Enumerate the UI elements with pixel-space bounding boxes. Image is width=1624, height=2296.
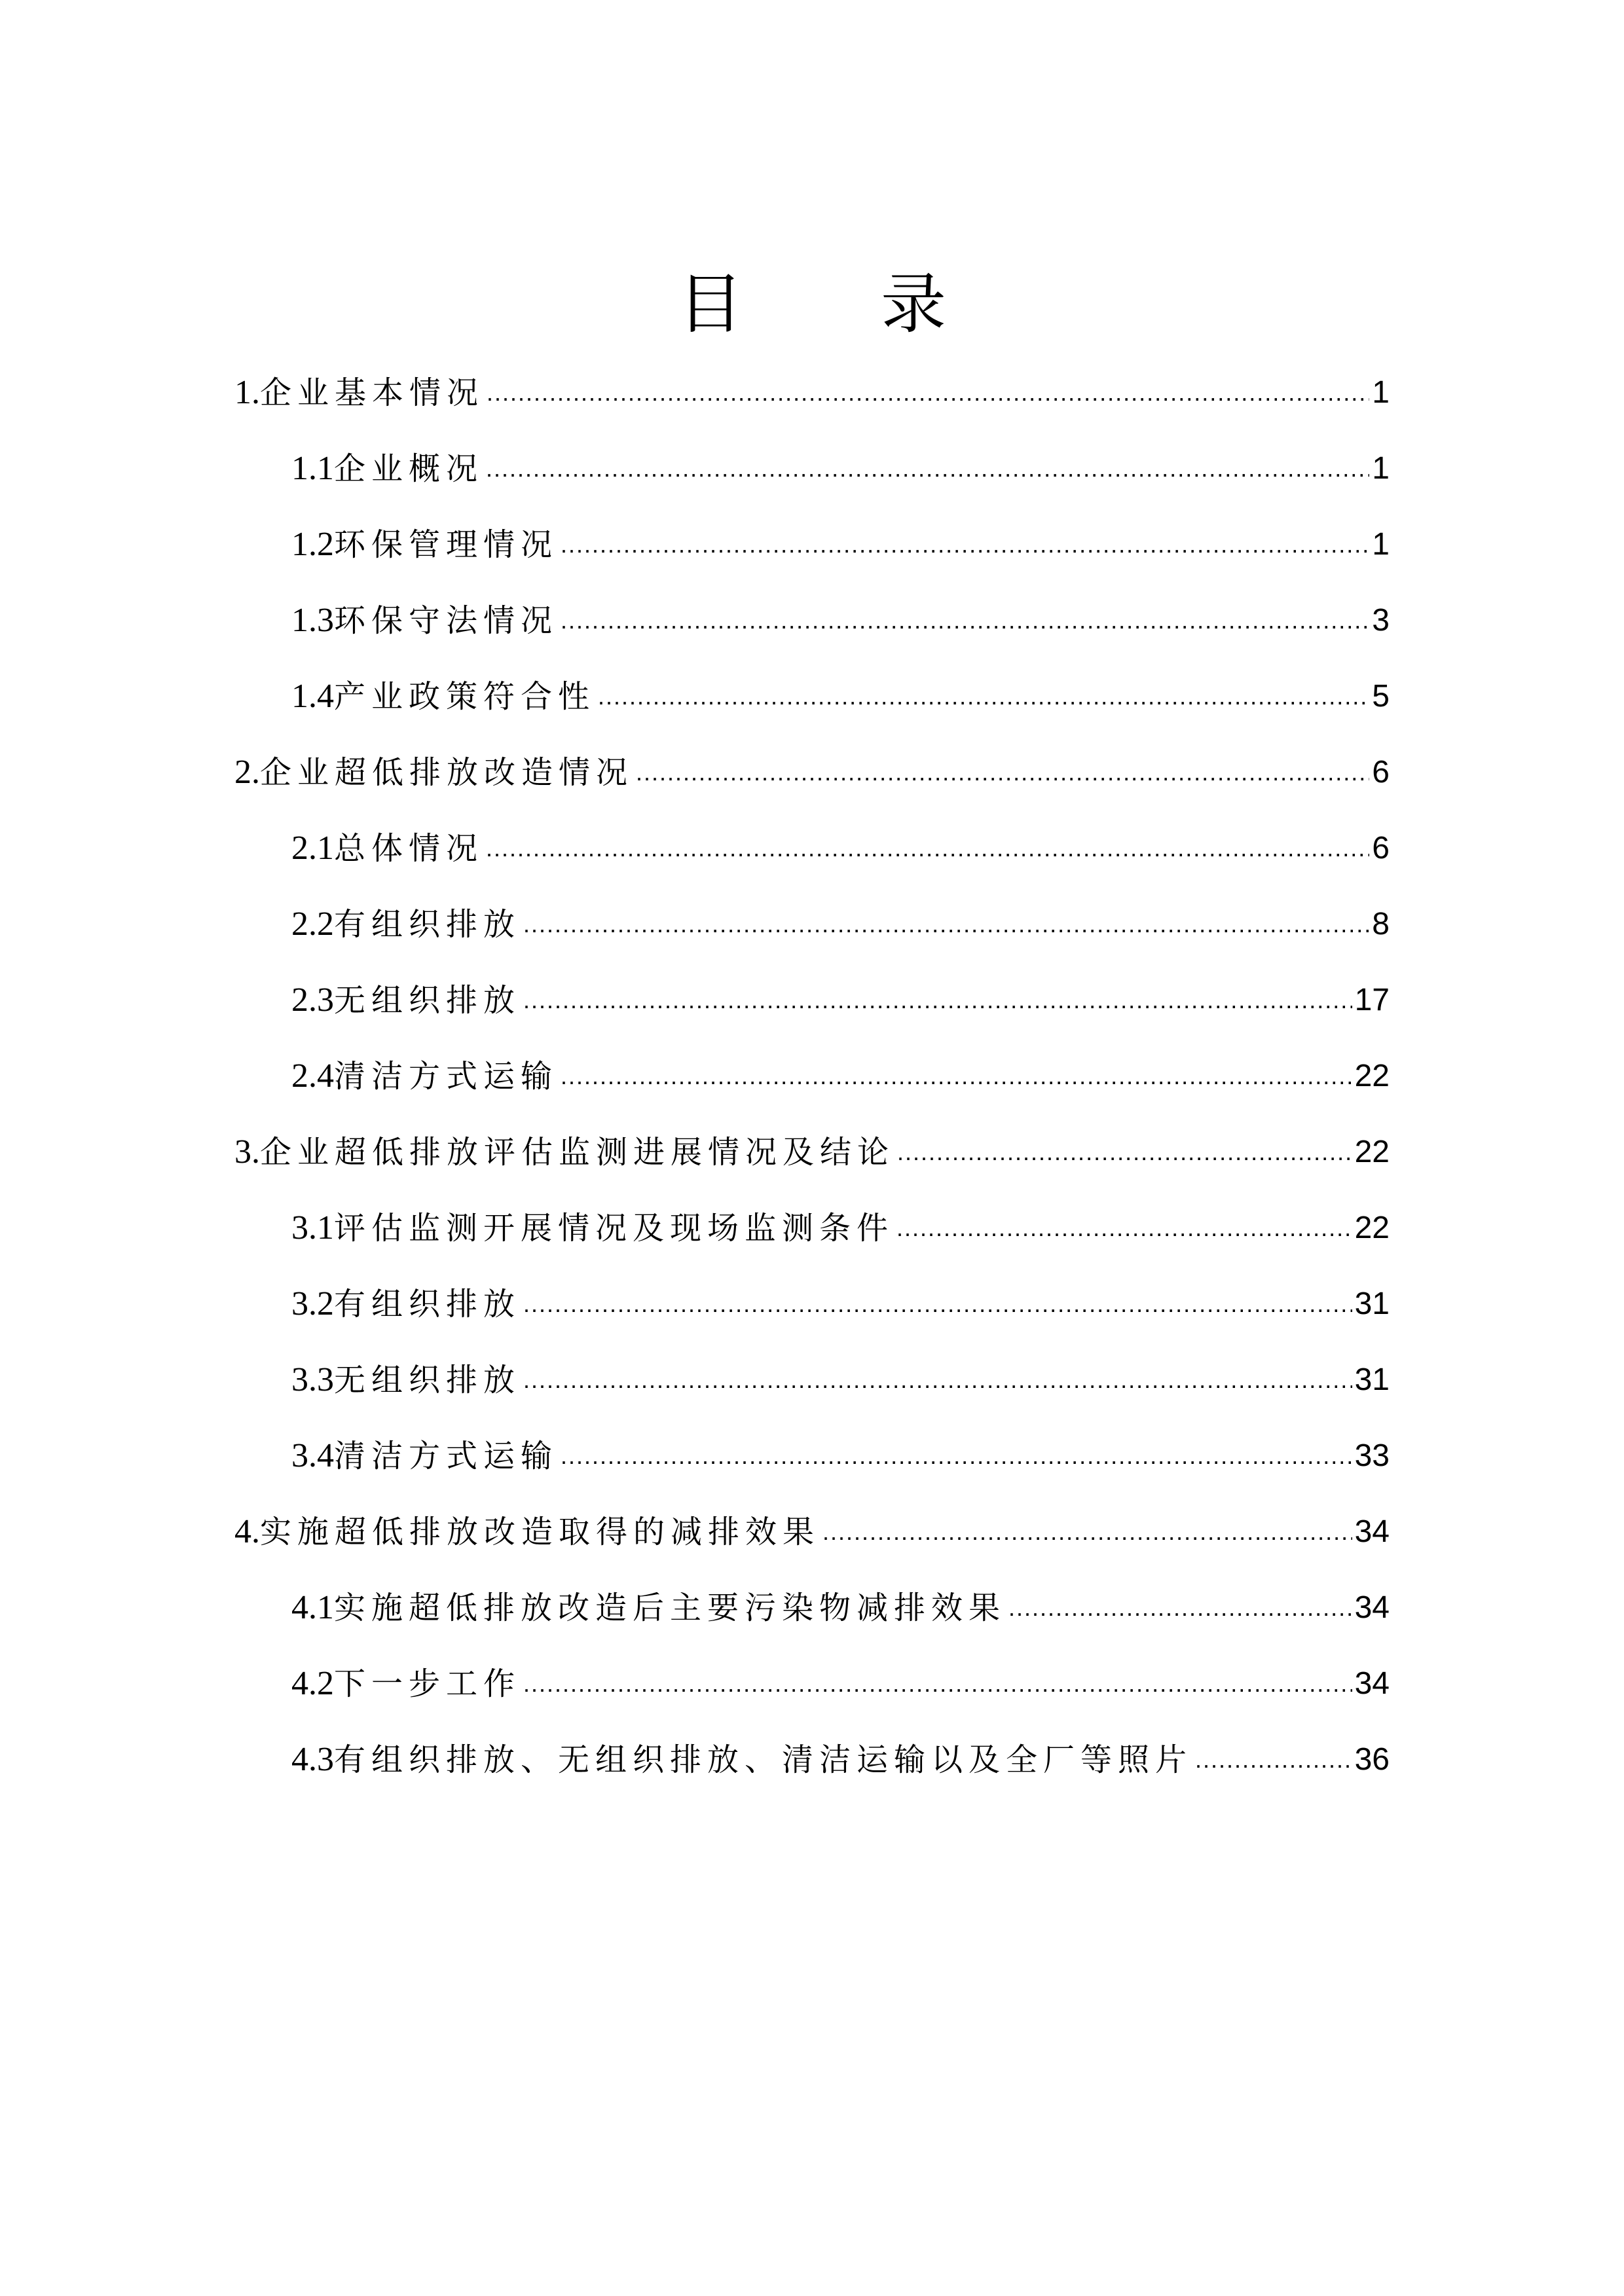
toc-entry-title: 清洁方式运输 — [334, 1438, 559, 1474]
toc-entry-title: 总体情况 — [334, 830, 484, 867]
toc-entry-number: 1.1 — [291, 450, 334, 487]
dot-leader — [561, 519, 1369, 571]
toc-entry-title: 环保守法情况 — [334, 602, 559, 639]
toc-entry-page: 1 — [1372, 375, 1390, 410]
toc-entry-number: 1.4 — [291, 678, 334, 715]
toc-entry-number: 4. — [234, 1513, 260, 1550]
toc-entry-title: 企业基本情况 — [260, 374, 485, 411]
dot-leader — [486, 822, 1369, 875]
toc-entry-title: 产业政策符合性 — [334, 678, 596, 715]
toc-entry-title: 清洁方式运输 — [334, 1058, 559, 1095]
toc-entry-1-3[interactable] — [291, 594, 1390, 647]
toc-entry-title: 无组织排放 — [334, 1362, 521, 1398]
dot-leader — [487, 367, 1369, 419]
toc-entry-page: 17 — [1354, 983, 1390, 1017]
dot-leader — [1195, 1734, 1352, 1786]
toc-entry-1-1[interactable] — [291, 443, 1390, 495]
toc-entry-page: 6 — [1372, 831, 1390, 866]
toc-entry-page: 22 — [1354, 1059, 1390, 1093]
dot-leader — [561, 594, 1369, 647]
dot-leader — [896, 1202, 1352, 1254]
toc-entry-title: 无组织排放 — [334, 982, 521, 1019]
dot-leader — [636, 746, 1369, 799]
toc-entry-number: 2.3 — [291, 981, 334, 1019]
toc-entry-2-2[interactable] — [291, 898, 1390, 951]
toc-entry-page: 3 — [1372, 603, 1390, 638]
toc-entry-title: 有组织排放 — [334, 1286, 521, 1322]
toc-entry-number: 4.2 — [291, 1665, 334, 1702]
toc-entry-4-3[interactable] — [291, 1734, 1390, 1786]
toc-entry-number: 2.4 — [291, 1057, 334, 1095]
dot-leader — [523, 898, 1369, 951]
toc-entry-1-4[interactable] — [291, 670, 1390, 723]
dot-leader — [523, 974, 1352, 1027]
dot-leader — [561, 1050, 1352, 1102]
toc-entry-number: 1. — [234, 374, 260, 411]
toc-entry-3[interactable] — [234, 1126, 1390, 1178]
toc-entry-number: 3.4 — [291, 1437, 334, 1474]
toc-entry-number: 1.2 — [291, 526, 334, 563]
toc-entry-page: 33 — [1354, 1438, 1390, 1473]
page-title: 目录 — [678, 266, 1084, 342]
toc-entry-number: 2.2 — [291, 905, 334, 943]
toc-entry-title: 下一步工作 — [334, 1666, 521, 1702]
toc-entry-2-1[interactable] — [291, 822, 1390, 875]
toc-entry-page: 1 — [1372, 527, 1390, 562]
toc-entry-title: 评估监测开展情况及现场监测条件 — [334, 1210, 895, 1247]
toc-entry-number: 3.2 — [291, 1285, 334, 1322]
toc-entry-1-2[interactable] — [291, 519, 1390, 571]
toc-entry-title: 环保管理情况 — [334, 526, 559, 563]
toc-entry-page: 34 — [1354, 1590, 1390, 1625]
toc-entry-page: 22 — [1354, 1211, 1390, 1245]
toc-entry-4-2[interactable] — [291, 1658, 1390, 1710]
dot-leader — [897, 1126, 1352, 1178]
dot-leader — [822, 1506, 1352, 1558]
toc-entry-number: 2. — [234, 754, 260, 791]
toc-entry-3-1[interactable] — [291, 1202, 1390, 1254]
toc-entry-page: 5 — [1372, 679, 1390, 714]
toc-entry-4-1[interactable] — [291, 1582, 1390, 1634]
dot-leader — [523, 1354, 1352, 1406]
toc-entry-number: 3.3 — [291, 1361, 334, 1398]
toc-entry-2-3[interactable] — [291, 974, 1390, 1027]
toc-entry-page: 6 — [1372, 755, 1390, 790]
toc-entry-3-3[interactable] — [291, 1354, 1390, 1406]
toc-entry-number: 3. — [234, 1133, 260, 1171]
dot-leader — [561, 1430, 1352, 1482]
toc-entry-page: 34 — [1354, 1666, 1390, 1701]
toc-entry-page: 1 — [1372, 451, 1390, 486]
toc-entry-1[interactable] — [234, 367, 1390, 419]
dot-leader — [523, 1278, 1352, 1330]
toc-entry-page: 8 — [1372, 907, 1390, 941]
toc-entry-title: 实施超低排放改造后主要污染物减排效果 — [334, 1590, 1006, 1626]
toc-entry-number: 2.1 — [291, 829, 334, 867]
toc-entry-page: 36 — [1354, 1742, 1390, 1777]
toc-entry-page: 31 — [1354, 1362, 1390, 1397]
toc-entry-title: 企业超低排放评估监测进展情况及结论 — [260, 1134, 895, 1171]
toc-entry-4[interactable] — [234, 1506, 1390, 1558]
toc-entry-title: 实施超低排放改造取得的减排效果 — [260, 1514, 821, 1550]
toc-entry-title: 有组织排放 — [334, 906, 521, 943]
dot-leader — [598, 670, 1369, 723]
toc-entry-3-4[interactable] — [291, 1430, 1390, 1482]
dot-leader — [523, 1658, 1352, 1710]
toc-entry-3-2[interactable] — [291, 1278, 1390, 1330]
toc-entry-title: 有组织排放、无组织排放、清洁运输以及全厂等照片 — [334, 1741, 1193, 1778]
toc-entry-title: 企业超低排放改造情况 — [260, 754, 634, 791]
toc-entry-title: 企业概况 — [334, 450, 484, 487]
toc-entry-number: 1.3 — [291, 602, 334, 639]
dot-leader — [1008, 1582, 1352, 1634]
toc-entry-2[interactable] — [234, 746, 1390, 799]
toc-entry-page: 34 — [1354, 1514, 1390, 1549]
toc-entry-page: 22 — [1354, 1135, 1390, 1169]
toc-entry-number: 3.1 — [291, 1209, 334, 1247]
dot-leader — [486, 443, 1369, 495]
toc-entry-number: 4.1 — [291, 1589, 334, 1626]
toc-entry-number: 4.3 — [291, 1741, 334, 1778]
toc-entry-2-4[interactable] — [291, 1050, 1390, 1102]
toc-entry-page: 31 — [1354, 1286, 1390, 1321]
